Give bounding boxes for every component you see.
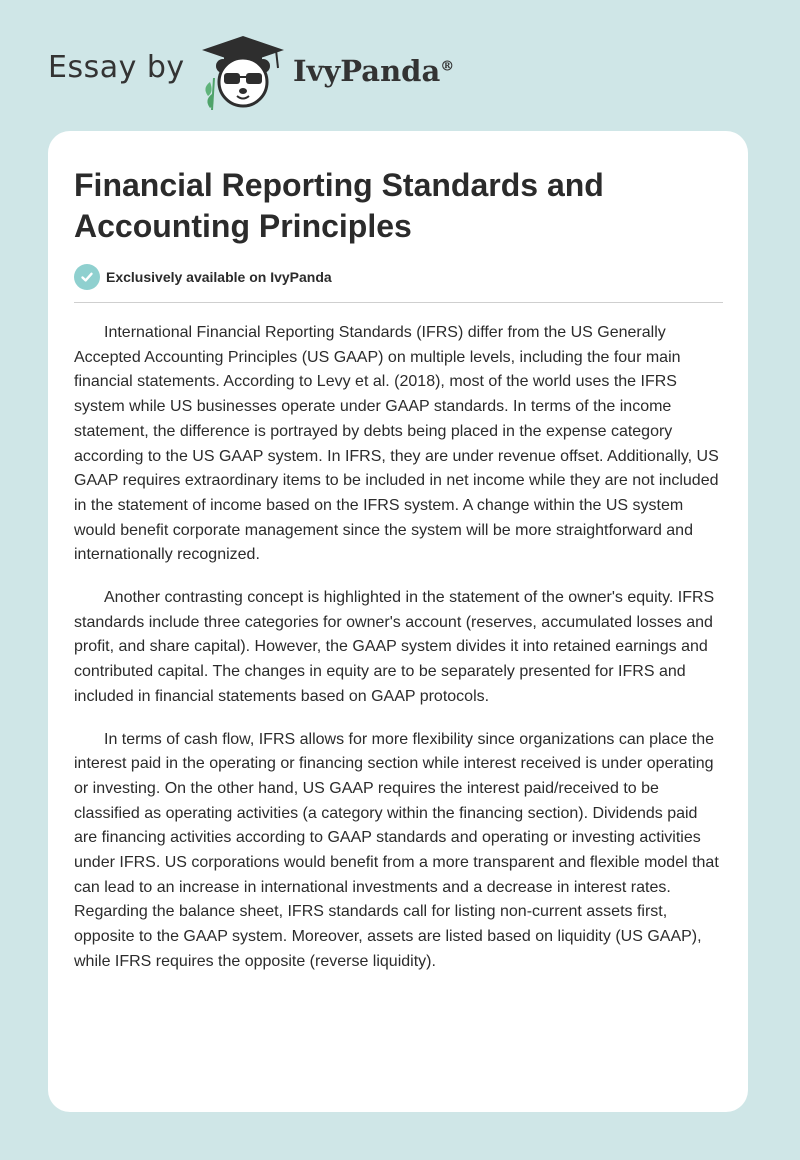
title-divider	[74, 302, 723, 303]
exclusive-badge	[74, 264, 332, 290]
registered-mark: ®	[440, 58, 455, 75]
essay-card	[48, 131, 748, 1112]
brand-name[interactable]: IvyPanda®	[293, 54, 455, 88]
essay-body	[74, 321, 722, 993]
ivypanda-logo-icon[interactable]	[200, 34, 286, 110]
paragraph: In terms of cash flow, IFRS allows for more flexibility since organizations can place the interest paid in the operating or financing section while interest received is under operating or investing. On the other hand, US GAAP requires the interest paid/received to be classified as operating activities (a category within the financing section). Dividends paid are financing activities according to GAAP standards and operating or investing activities under IFRS. US corporations would benefit from a more transparent and flexible model that can lead to an increase in international investments and a decrease in interest rates. Regarding the balance sheet, IFRS standards call for listing non-current assets first, opposite to the GAAP system. Moreover, assets are listed based on liquidity (US GAAP), while IFRS requires the opposite (reverse liquidity).	[74, 730, 719, 970]
page-title: Financial Reporting Standards and Accounting Principles	[74, 167, 604, 244]
checkmark-icon	[74, 264, 100, 290]
paragraph: International Financial Reporting Standards (IFRS) differ from the US Generally Accepted Accounting Principles (US GAAP) on multiple levels, including the four main financial statements. According to Levy et al. (2018), most of the world uses the IFRS system while US businesses operate under GAAP standards. In terms of the income statement, the difference is portrayed by debts being placed in the expense category according to the US GAAP system. In IFRS, they are under revenue offset. Additionally, US GAAP requires extraordinary items to be included in net income while they are not included in the statement of income based on the IFRS system. A change within the US system would benefit corporate management since the system will be more straightforward and internationally recognized.	[74, 324, 719, 564]
site-header	[0, 0, 800, 130]
exclusive-badge-label: Exclusively available on IvyPanda	[106, 269, 332, 285]
essay-by-label: Essay by	[48, 50, 185, 85]
paragraph: Another contrasting concept is highlighted in the statement of the owner's equity. IFRS standards include three categories for owner's account (reserves, accumulated losses and profit, and share capital). However, the GAAP system divides it into retained earnings and contributed capital. The changes in equity are to be separately presented for IFRS and included in financial statements based on GAAP protocols.	[74, 589, 715, 705]
